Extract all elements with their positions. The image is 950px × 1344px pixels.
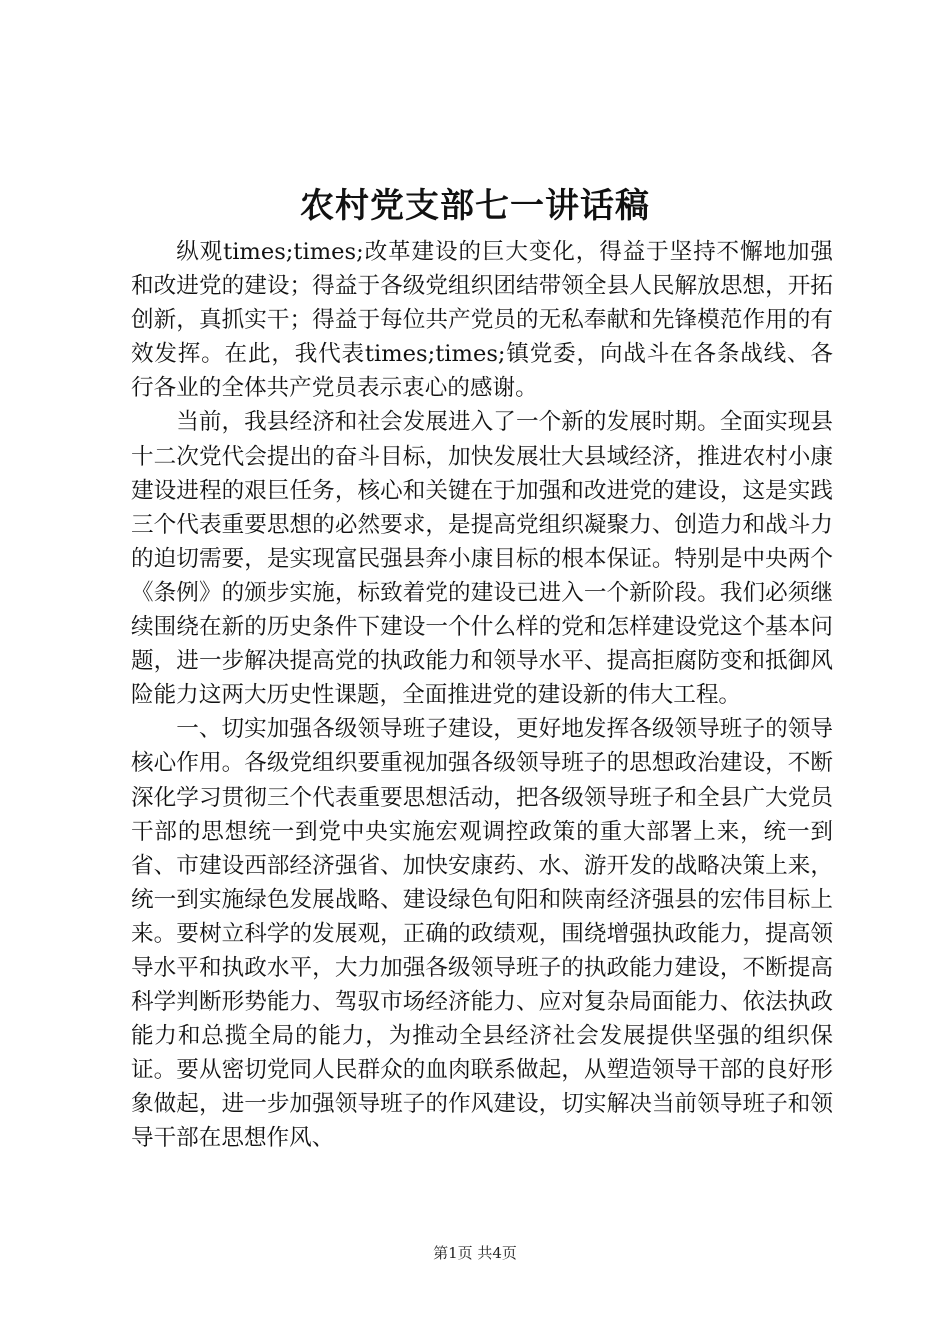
page-number-footer: 第1页 共4页 <box>433 1244 517 1262</box>
paragraph-1: 纵观times;times;改革建设的巨大变化，得益于坚持不懈地加强和改进党的建设；得益于各级党组织团结带领全县人民解放思想，开拓创新，真抓实干；得益于每位共产党员的无私奉献和先锋模范作用的有效发挥。在此，我代表times;times;镇党委，向战斗在各条战线、各行各业的全体共产党员表示衷心的感谢。 <box>131 239 833 402</box>
document-title: 农村党支部七一讲话稿 <box>300 186 650 226</box>
document-body <box>131 235 833 1156</box>
paragraph-2: 当前，我县经济和社会发展进入了一个新的发展时期。全面实现县十二次党代会提出的奋斗目标，加快发展壮大县域经济，推进农村小康建设进程的艰巨任务，核心和关键在于加强和改进党的建设，这是实践三个代表重要思想的必然要求，是提高党组织凝聚力、创造力和战斗力的迫切需要，是实现富民强县奔小康目标的根本保证。特别是中央两个《条例》的颁步实施，标致着党的建设已进入一个新阶段。我们必须继续围绕在新的历史条件下建设一个什么样的党和怎样建设党这个基本问题，进一步解决提高党的执政能力和领导水平、提高拒腐防变和抵御风险能力这两大历史性课题，全面推进党的建设新的伟大工程。 <box>131 409 833 709</box>
paragraph-3: 一、切实加强各级领导班子建设，更好地发挥各级领导班子的领导核心作用。各级党组织要重视加强各级领导班子的思想政治建设，不断深化学习贯彻三个代表重要思想活动，把各级领导班子和全县广大党员干部的思想统一到党中央实施宏观调控政策的重大部署上来，统一到省、市建设西部经济强省、加快安康药、水、游开发的战略决策上来，统一到实施绿色发展战略、建设绿色旬阳和陕南经济强县的宏伟目标上来。要树立科学的发展观，正确的政绩观，围绕增强执政能力，提高领导水平和执政水平，大力加强各级领导班子的执政能力建设，不断提高科学判断形势能力、驾驭市场经济能力、应对复杂局面能力、依法执政能力和总揽全局的能力，为推动全县经济社会发展提供坚强的组织保证。要从密切党同人民群众的血肉联系做起，从塑造领导干部的良好形象做起，进一步加强领导班子的作风建设，切实解决当前领导班子和领导干部在思想作风、 <box>131 716 833 1152</box>
